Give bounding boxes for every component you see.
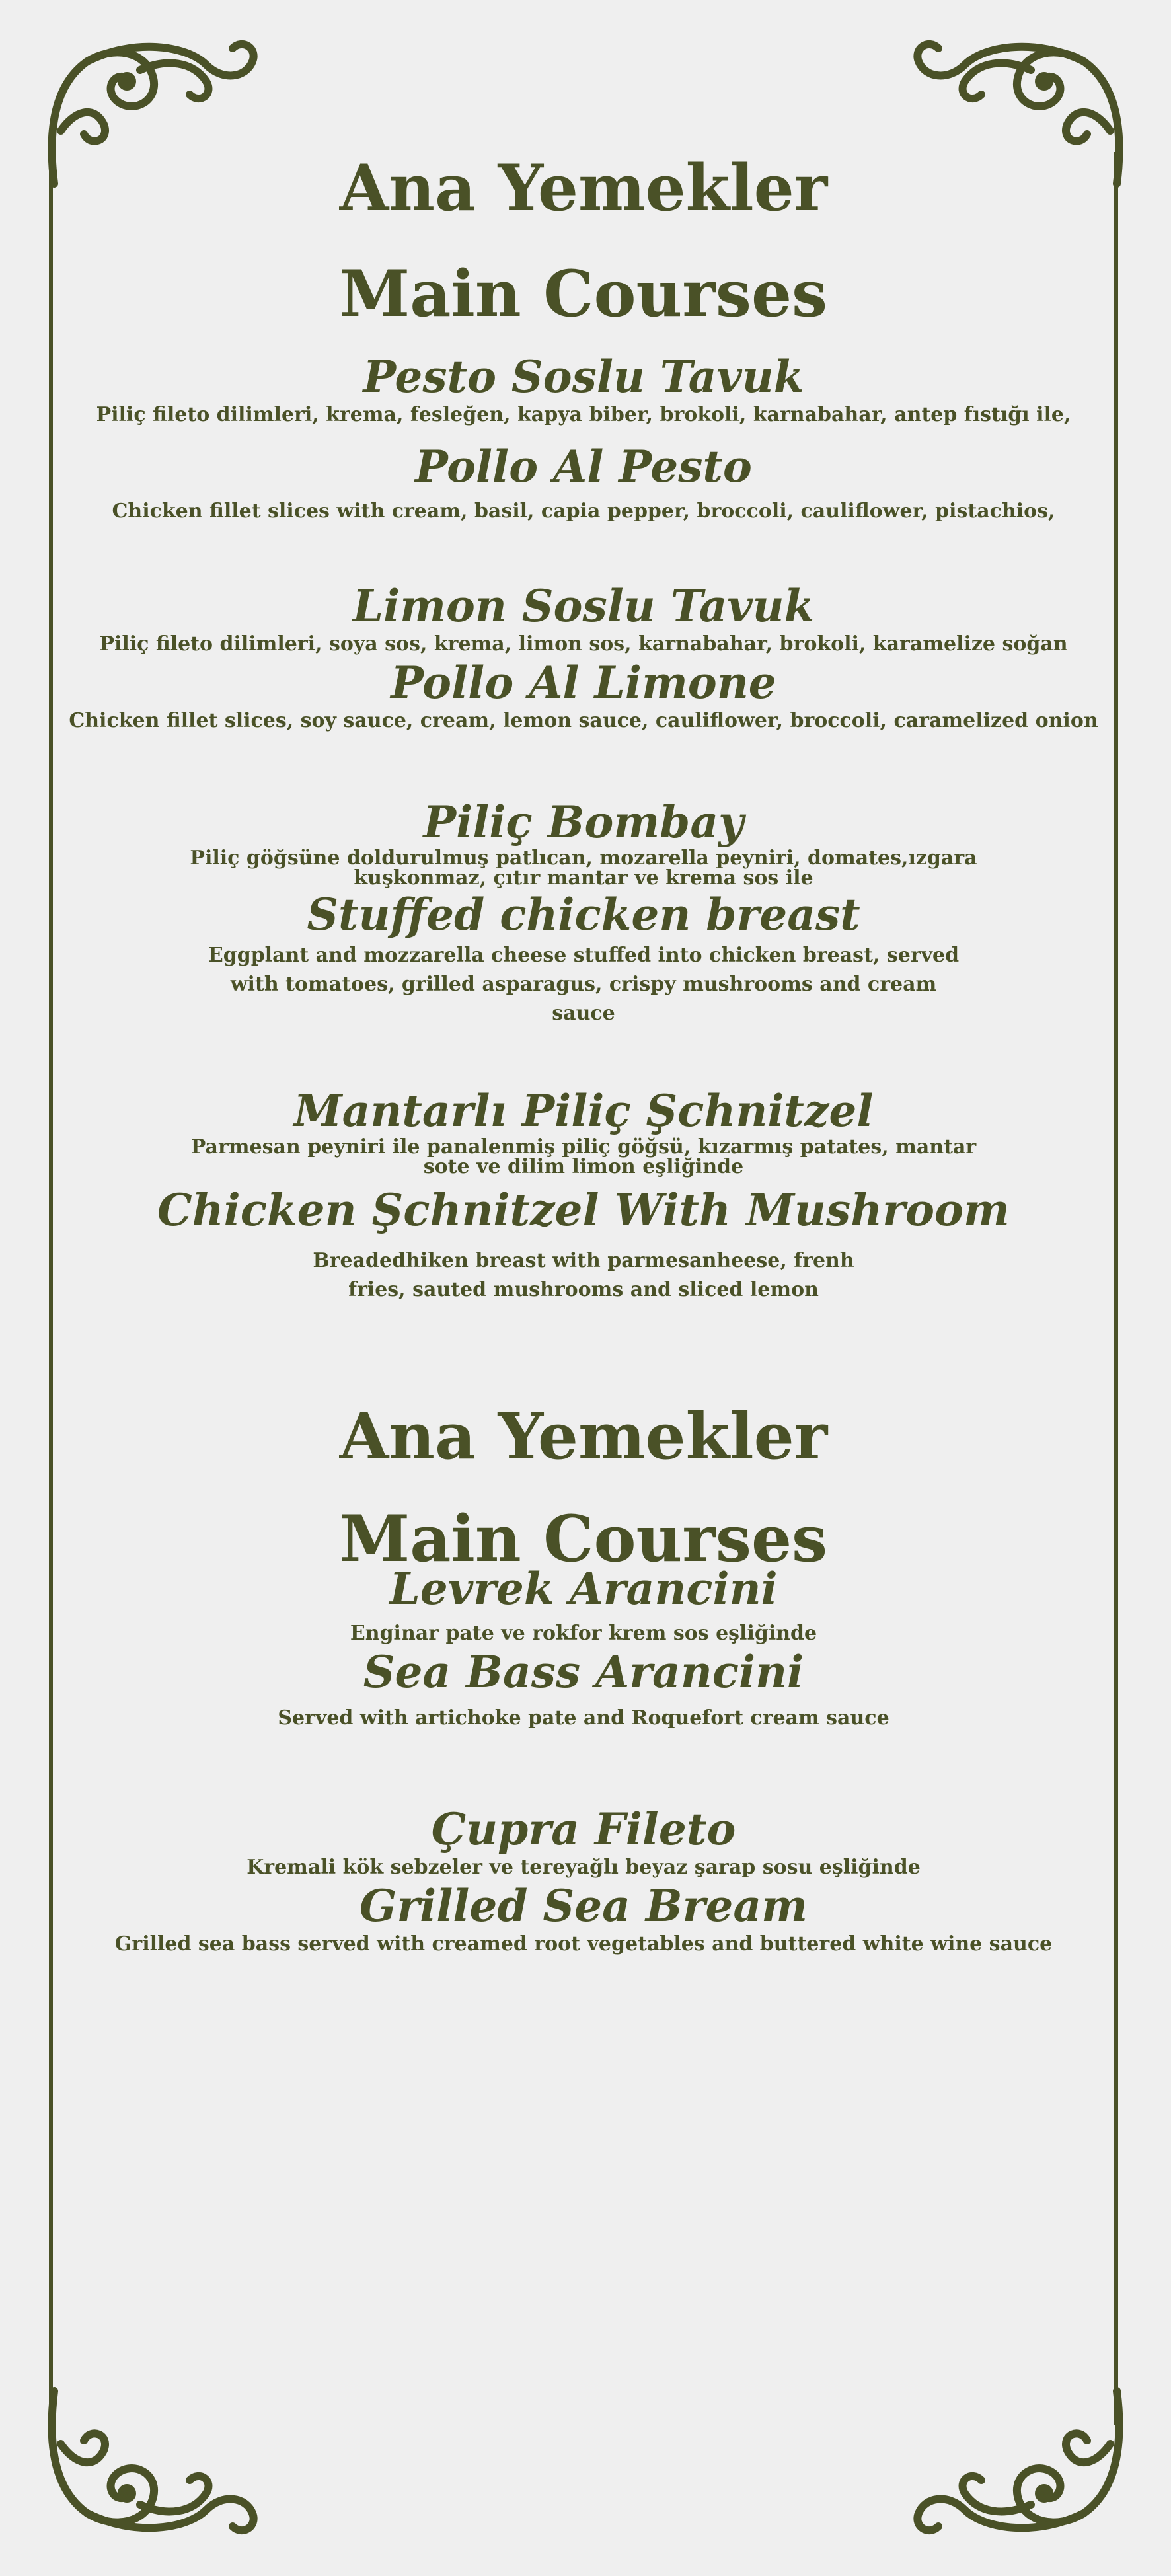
dish-name-en: Pollo Al Pesto (415, 441, 752, 492)
dish-desc-tr: Enginar pate ve rokfor krem sos eşliğinde (350, 1622, 817, 1645)
border-right (1114, 152, 1118, 2425)
dish-desc-en: Chicken fillet slices, soy sauce, cream, lemon sauce, cauliflower, broccoli, caramelized onion (69, 709, 1098, 732)
section-title-tr: Ana Yemekler (339, 151, 828, 225)
section-title-en: Main Courses (339, 256, 828, 331)
dish-desc-tr: Kremali kök sebzeler ve tereyağlı beyaz şarap sosu eşliğinde (246, 1856, 921, 1879)
dish-desc-en: Eggplant and mozzarella cheese stuffed into chicken breast, served with tomatoes, grilled asparagus, crispy mushrooms and cream sauce (208, 944, 960, 1025)
dish-name-en: Stuffed chicken breast (307, 889, 860, 940)
dish-desc-en: Served with artichoke pate and Roquefort cream sauce (278, 1706, 889, 1729)
dish-name-en: Sea Bass Arancini (363, 1646, 804, 1698)
dish-name-tr: Piliç Bombay (423, 796, 744, 848)
dish-name-tr: Levrek Arancini (389, 1563, 778, 1614)
dish-name-en: Pollo Al Limone (391, 657, 776, 708)
section-title-en: Main Courses (339, 1501, 828, 1576)
dish-name-tr: Pesto Soslu Tavuk (363, 351, 804, 402)
dish-item (53, 1803, 1114, 1956)
corner-ornament-icon (41, 2384, 266, 2543)
dish-name-tr: Çupra Fileto (431, 1803, 736, 1855)
dish-item (53, 580, 1114, 733)
dish-item (53, 1562, 1114, 1730)
dish-item (53, 1084, 1114, 1305)
dish-desc-tr: Piliç göğsüne doldurulmuş patlıcan, mozarella peyniri, domates,ızgara kuşkonmaz, çıtır mantar ve krema sos ile (190, 847, 977, 890)
corner-ornament-icon (905, 2384, 1130, 2543)
section-title-tr: Ana Yemekler (339, 1399, 828, 1474)
dish-name-en: Grilled Sea Bream (359, 1880, 808, 1932)
dish-name-tr: Mantarlı Piliç Şchnitzel (293, 1085, 874, 1137)
menu-content (53, 0, 1114, 1956)
dish-desc-tr: Piliç fileto dilimleri, krema, fesleğen, kapya biber, brokoli, karnabahar, antep fıstığı ile, (96, 403, 1071, 426)
dish-desc-en: Grilled sea bass served with creamed root vegetables and buttered white wine sauce (114, 1932, 1053, 1955)
dish-desc-tr: Parmesan peyniri ile panalenmiş piliç göğsü, kızarmış patates, mantar sote ve dilim limon eşliğinde (190, 1135, 977, 1178)
dish-desc-tr: Piliç fileto dilimleri, soya sos, krema, limon sos, karnabahar, brokoli, karamelize soğan (99, 632, 1068, 656)
dish-item (53, 350, 1114, 523)
dish-desc-en: Breadedhiken breast with parmesanheese, frenh fries, sauted mushrooms and sliced lemon (313, 1249, 854, 1301)
dish-name-tr: Limon Soslu Tavuk (352, 580, 815, 632)
dish-desc-en: Chicken fillet slices with cream, basil, capia pepper, broccoli, cauliflower, pistachios, (112, 500, 1055, 523)
dish-item (53, 796, 1114, 1028)
dish-name-en: Chicken Şchnitzel With Mushroom (157, 1184, 1010, 1236)
